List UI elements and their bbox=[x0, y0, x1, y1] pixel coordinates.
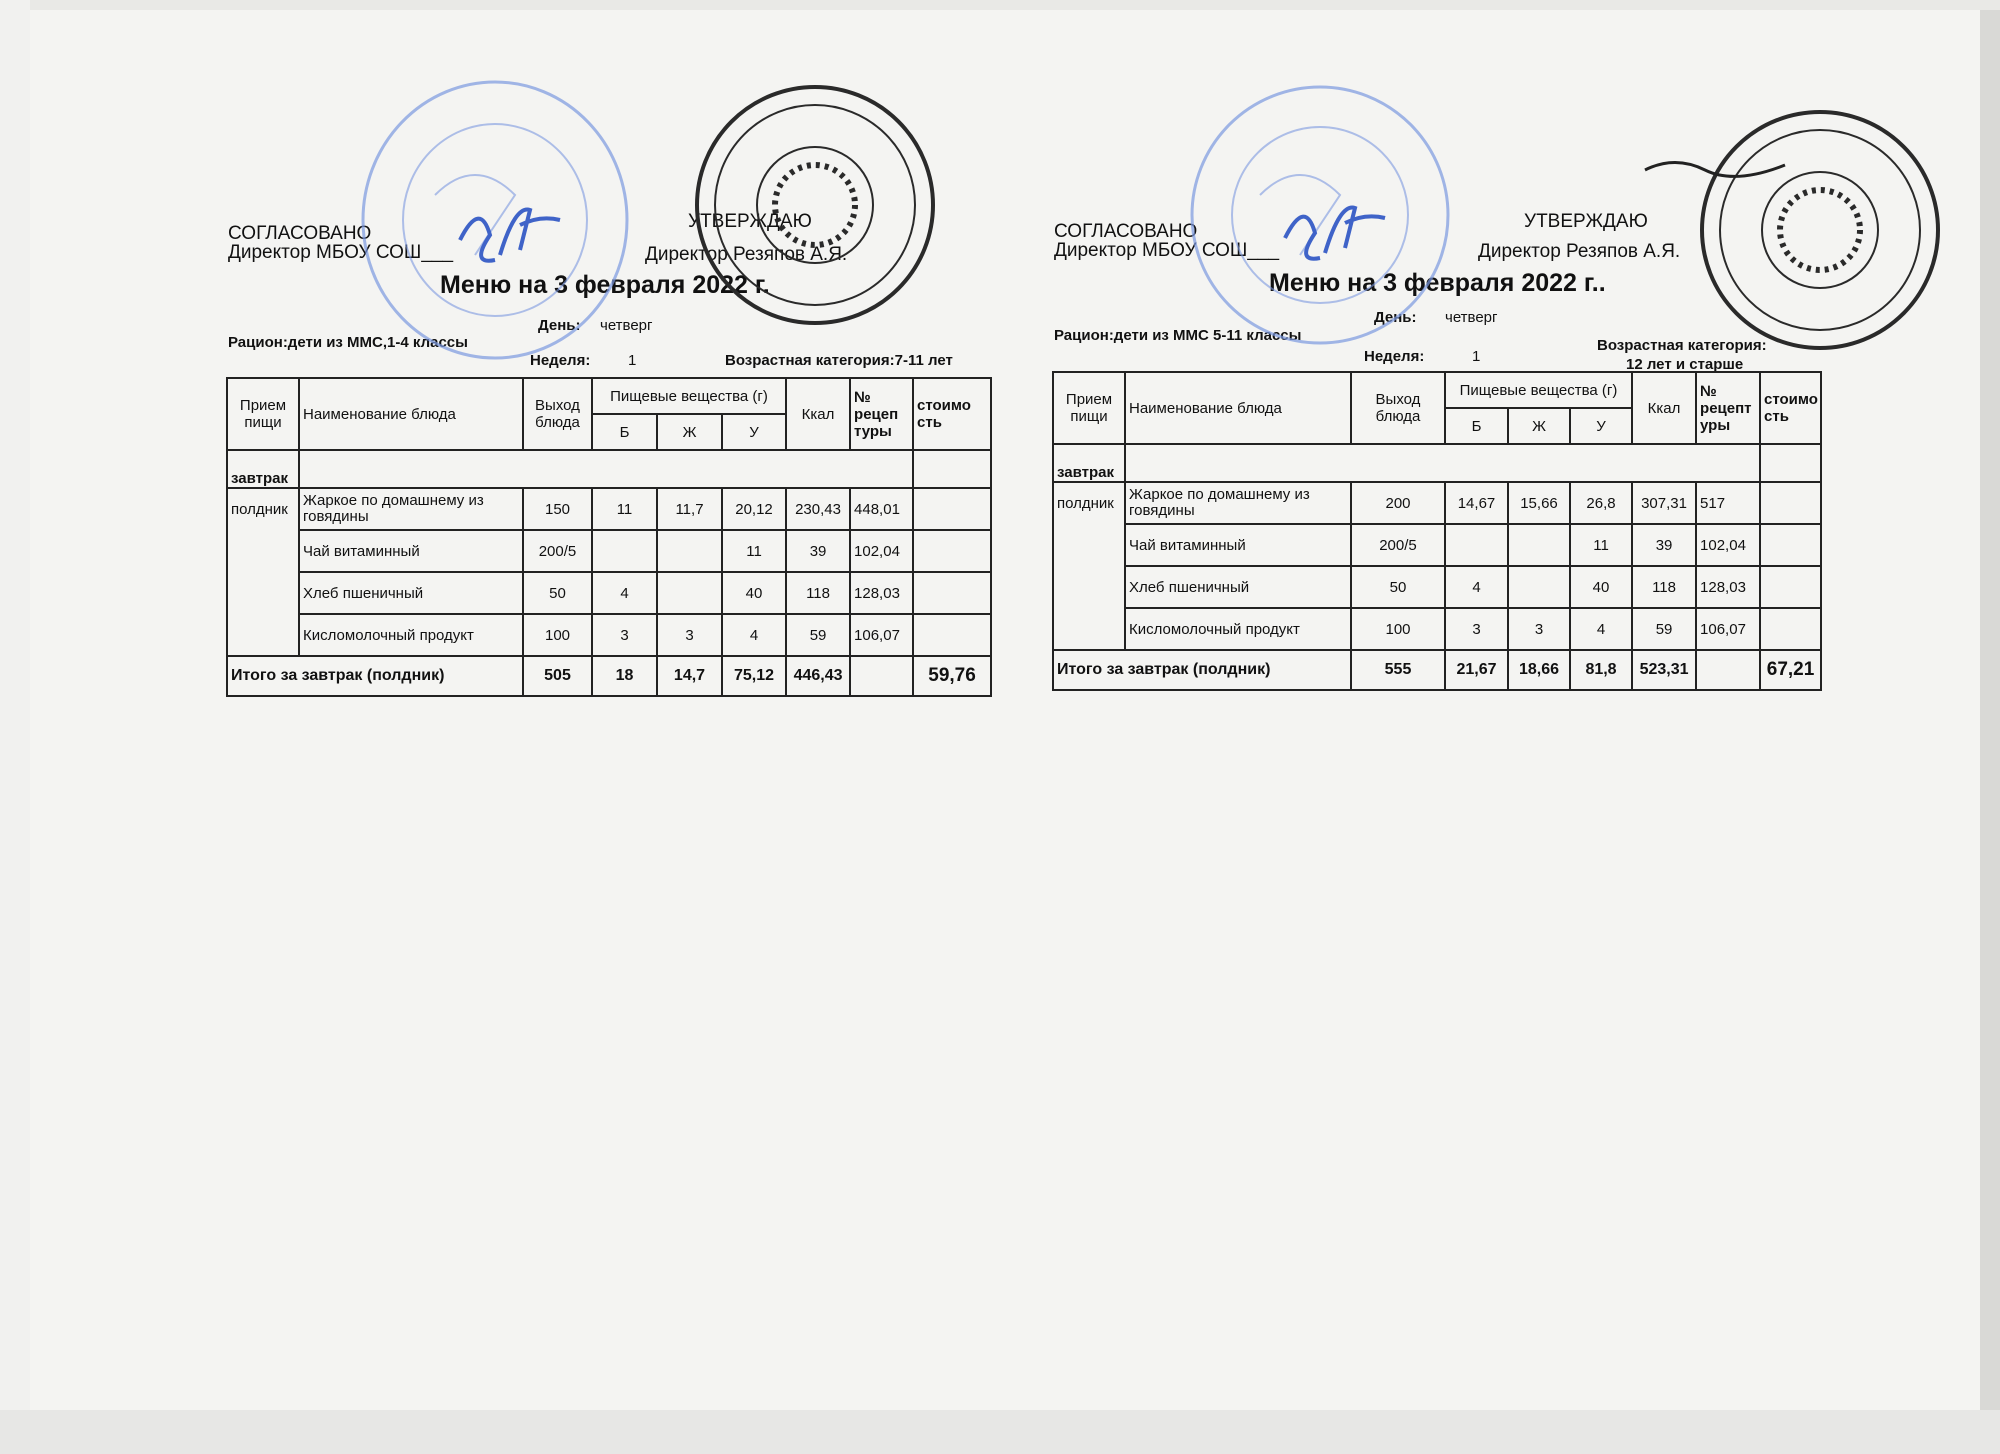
dish-cost bbox=[1760, 608, 1821, 650]
total-label: Итого за завтрак (полдник) bbox=[227, 656, 523, 696]
dish-cost bbox=[1760, 524, 1821, 566]
dish-name: Кисломолочный продукт bbox=[299, 614, 523, 656]
dish-u: 26,8 bbox=[1570, 482, 1632, 524]
dish-zh: 3 bbox=[1508, 608, 1570, 650]
total-kcal: 446,43 bbox=[786, 656, 850, 696]
dish-b bbox=[1445, 524, 1508, 566]
day-label: День: bbox=[1374, 309, 1417, 326]
dish-b: 14,67 bbox=[1445, 482, 1508, 524]
dish-cost bbox=[913, 572, 991, 614]
table-row bbox=[227, 488, 991, 530]
dish-kcal: 59 bbox=[1632, 608, 1696, 650]
paper-sheet bbox=[30, 10, 1980, 1410]
dish-b: 4 bbox=[592, 572, 657, 614]
header-u: У bbox=[722, 414, 786, 450]
header-zh: Ж bbox=[657, 414, 722, 450]
dish-yield: 50 bbox=[1351, 566, 1445, 608]
dish-cost bbox=[1760, 482, 1821, 524]
approved-label: УТВЕРЖДАЮ bbox=[1524, 211, 1648, 232]
meal-spacer bbox=[1125, 444, 1760, 482]
scan-edge-right bbox=[1980, 10, 2000, 1410]
dish-recipe: 128,03 bbox=[850, 572, 913, 614]
dish-recipe: 106,07 bbox=[850, 614, 913, 656]
dish-cost bbox=[1760, 566, 1821, 608]
dish-yield: 150 bbox=[523, 488, 592, 530]
age-category-value: 12 лет и старше bbox=[1626, 356, 1744, 373]
total-b: 18 bbox=[592, 656, 657, 696]
dish-name: Жаркое по домашнему из говядины bbox=[299, 488, 523, 530]
scan-edge-top bbox=[30, 0, 2000, 10]
total-yield: 505 bbox=[523, 656, 592, 696]
total-recipe bbox=[850, 656, 913, 696]
dish-kcal: 118 bbox=[1632, 566, 1696, 608]
meal-label-snack: полдник bbox=[227, 488, 299, 656]
day-value: четверг bbox=[600, 317, 653, 334]
header-dish: Наименование блюда bbox=[1125, 372, 1351, 444]
agreed-label: СОГЛАСОВАНО bbox=[228, 223, 372, 244]
age-category: Возрастная категория:7-11 лет bbox=[725, 352, 953, 369]
week-value: 1 bbox=[628, 352, 637, 369]
header-dish: Наименование блюда bbox=[299, 378, 523, 450]
header-zh: Ж bbox=[1508, 408, 1570, 444]
header-meal: Прием пищи bbox=[1053, 372, 1125, 444]
header-recipe: № рецепт уры bbox=[1696, 372, 1760, 444]
header-recipe: № рецеп туры bbox=[850, 378, 913, 450]
dish-kcal: 230,43 bbox=[786, 488, 850, 530]
dish-recipe: 102,04 bbox=[1696, 524, 1760, 566]
week-label: Неделя: bbox=[530, 352, 591, 369]
table-row bbox=[227, 530, 991, 572]
total-zh: 14,7 bbox=[657, 656, 722, 696]
dish-b: 3 bbox=[592, 614, 657, 656]
dish-zh bbox=[1508, 566, 1570, 608]
approved-by: Директор Резяпов А.Я. bbox=[645, 244, 848, 265]
header-cost: стоимо сть bbox=[913, 378, 991, 450]
menu-table bbox=[1052, 371, 1822, 691]
table-row bbox=[227, 572, 991, 614]
total-b: 21,67 bbox=[1445, 650, 1508, 690]
dish-recipe: 102,04 bbox=[850, 530, 913, 572]
total-row bbox=[227, 656, 991, 696]
header-nutrients: Пищевые вещества (г) bbox=[1445, 372, 1632, 408]
total-cost: 67,21 bbox=[1760, 650, 1821, 690]
dish-zh: 11,7 bbox=[657, 488, 722, 530]
menu-title: Меню на 3 февраля 2022 г. bbox=[440, 271, 770, 299]
dish-u: 20,12 bbox=[722, 488, 786, 530]
approved-label: УТВЕРЖДАЮ bbox=[688, 211, 812, 232]
dish-u: 40 bbox=[722, 572, 786, 614]
header-cost: стоимо сть bbox=[1760, 372, 1821, 444]
header-b: Б bbox=[592, 414, 657, 450]
scan-edge-left bbox=[0, 0, 30, 1454]
dish-zh bbox=[1508, 524, 1570, 566]
agreed-by: Директор МБОУ СОШ___ bbox=[228, 242, 454, 263]
dish-u: 40 bbox=[1570, 566, 1632, 608]
meal-label-snack: полдник bbox=[1053, 482, 1125, 650]
dish-name: Хлеб пшеничный bbox=[299, 572, 523, 614]
ration: Рацион:дети из ММС 5-11 классы bbox=[1054, 327, 1302, 344]
dish-cost bbox=[913, 614, 991, 656]
menu-title: Меню на 3 февраля 2022 г.. bbox=[1269, 269, 1606, 297]
dish-kcal: 39 bbox=[786, 530, 850, 572]
table-row bbox=[227, 614, 991, 656]
dish-u: 4 bbox=[722, 614, 786, 656]
scan-bottom-band bbox=[0, 1410, 2000, 1454]
agreed-by: Директор МБОУ СОШ___ bbox=[1054, 240, 1280, 261]
dish-cost bbox=[913, 488, 991, 530]
total-yield: 555 bbox=[1351, 650, 1445, 690]
menu-table bbox=[226, 377, 992, 697]
dish-u: 4 bbox=[1570, 608, 1632, 650]
dish-zh: 3 bbox=[657, 614, 722, 656]
header-nutrients: Пищевые вещества (г) bbox=[592, 378, 786, 414]
week-value: 1 bbox=[1472, 348, 1481, 365]
approved-by: Директор Резяпов А.Я. bbox=[1478, 241, 1681, 262]
dish-zh: 15,66 bbox=[1508, 482, 1570, 524]
dish-cost bbox=[913, 530, 991, 572]
meal-label-breakfast: завтрак bbox=[227, 450, 299, 488]
dish-name: Чай витаминный bbox=[1125, 524, 1351, 566]
dish-b: 3 bbox=[1445, 608, 1508, 650]
table-row bbox=[1053, 482, 1821, 524]
total-kcal: 523,31 bbox=[1632, 650, 1696, 690]
dish-yield: 100 bbox=[523, 614, 592, 656]
table-row bbox=[1053, 524, 1821, 566]
dish-name: Кисломолочный продукт bbox=[1125, 608, 1351, 650]
dish-recipe: 448,01 bbox=[850, 488, 913, 530]
dish-yield: 100 bbox=[1351, 608, 1445, 650]
ration: Рацион:дети из ММС,1-4 классы bbox=[228, 334, 468, 351]
agreed-label: СОГЛАСОВАНО bbox=[1054, 221, 1198, 242]
age-category: Возрастная категория: bbox=[1597, 337, 1767, 354]
header-b: Б bbox=[1445, 408, 1508, 444]
table-row bbox=[1053, 566, 1821, 608]
dish-kcal: 118 bbox=[786, 572, 850, 614]
dish-u: 11 bbox=[1570, 524, 1632, 566]
dish-yield: 200 bbox=[1351, 482, 1445, 524]
dish-recipe: 517 bbox=[1696, 482, 1760, 524]
table-row bbox=[1053, 608, 1821, 650]
dish-yield: 50 bbox=[523, 572, 592, 614]
total-recipe bbox=[1696, 650, 1760, 690]
total-row bbox=[1053, 650, 1821, 690]
header-u: У bbox=[1570, 408, 1632, 444]
dish-kcal: 39 bbox=[1632, 524, 1696, 566]
meal-spacer-cost bbox=[1760, 444, 1821, 482]
dish-zh bbox=[657, 572, 722, 614]
dish-zh bbox=[657, 530, 722, 572]
day-value: четверг bbox=[1445, 309, 1498, 326]
dish-kcal: 307,31 bbox=[1632, 482, 1696, 524]
meal-spacer-cost bbox=[913, 450, 991, 488]
dish-b: 11 bbox=[592, 488, 657, 530]
dish-yield: 200/5 bbox=[1351, 524, 1445, 566]
meal-label-breakfast: завтрак bbox=[1053, 444, 1125, 482]
header-yield: Выход блюда bbox=[1351, 372, 1445, 444]
meal-spacer bbox=[299, 450, 913, 488]
week-label: Неделя: bbox=[1364, 348, 1425, 365]
header-meal: Прием пищи bbox=[227, 378, 299, 450]
header-kcal: Ккал bbox=[786, 378, 850, 450]
header-yield: Выход блюда bbox=[523, 378, 592, 450]
dish-kcal: 59 bbox=[786, 614, 850, 656]
dish-u: 11 bbox=[722, 530, 786, 572]
dish-recipe: 106,07 bbox=[1696, 608, 1760, 650]
day-label: День: bbox=[538, 317, 581, 334]
header-kcal: Ккал bbox=[1632, 372, 1696, 444]
dish-name: Жаркое по домашнему из говядины bbox=[1125, 482, 1351, 524]
total-zh: 18,66 bbox=[1508, 650, 1570, 690]
dish-yield: 200/5 bbox=[523, 530, 592, 572]
dish-name: Чай витаминный bbox=[299, 530, 523, 572]
dish-b bbox=[592, 530, 657, 572]
total-u: 75,12 bbox=[722, 656, 786, 696]
total-label: Итого за завтрак (полдник) bbox=[1053, 650, 1351, 690]
total-u: 81,8 bbox=[1570, 650, 1632, 690]
dish-b: 4 bbox=[1445, 566, 1508, 608]
total-cost: 59,76 bbox=[913, 656, 991, 696]
dish-recipe: 128,03 bbox=[1696, 566, 1760, 608]
dish-name: Хлеб пшеничный bbox=[1125, 566, 1351, 608]
